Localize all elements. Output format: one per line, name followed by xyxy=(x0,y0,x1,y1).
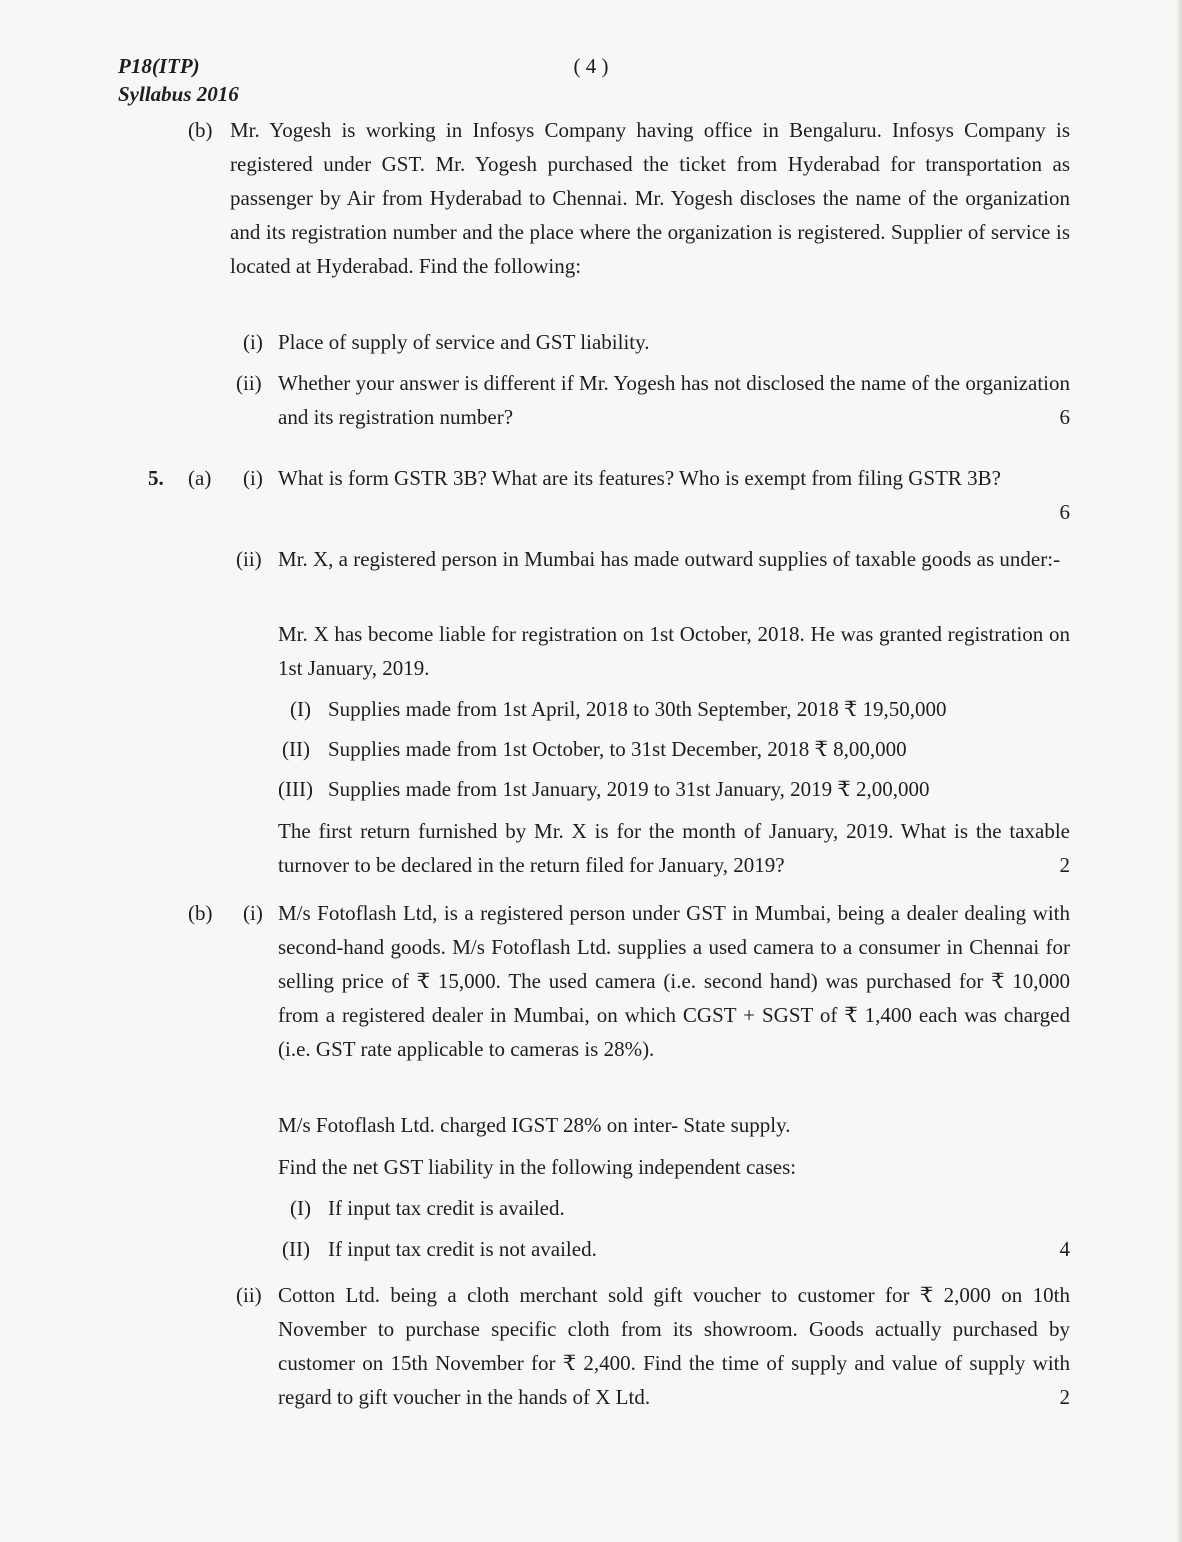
q4b-i-text: Place of supply of service and GST liability. xyxy=(278,330,650,354)
syllabus-label: Syllabus 2016 xyxy=(118,82,239,106)
supply-text-3: Supplies made from 1st January, 2019 to 31st January, 2019 ₹ 2,00,000 xyxy=(328,777,930,801)
q4b-ii-label: (ii) xyxy=(236,371,262,395)
supply-label-1: (I) xyxy=(290,697,311,721)
q5b-i-text3: Find the net GST liability in the following independent cases: xyxy=(278,1155,797,1179)
q5b-ii-marks: 2 xyxy=(1059,1385,1070,1409)
q5a-i-label: (i) xyxy=(243,466,263,490)
q4b-text: Mr. Yogesh is working in Infosys Company having office in Bengaluru. Infosys Company is registered under GST. Mr. Yogesh purchased the ticket from Hyderabad for transportation as passenger by Air from Hyderabad to Chennai. Mr. Yogesh discloses the name of the organization and its registration number and the place where the organization is registered. Supplier of service is located at Hyderabad. Find the following: xyxy=(230,118,1070,278)
q4b-marks: 6 xyxy=(1059,405,1070,429)
q5b-i-text: M/s Fotoflash Ltd, is a registered person under GST in Mumbai, being a dealer dealing with second-hand goods. M/s Fotoflash Ltd. supplies a used camera to a consumer in Chennai for selling price of ₹ 15,000. The used camera (i.e. second hand) was purchased for ₹ 10,000 from a registered dealer in Mumbai, on which CGST + SGST of ₹ 1,400 each was charged (i.e. GST rate applicable to cameras is 28%). xyxy=(278,901,1070,1061)
q5b-label: (b) xyxy=(188,901,213,925)
q5b-i-marks: 4 xyxy=(1059,1237,1070,1261)
case-label-2: (II) xyxy=(282,1237,310,1261)
q5b-i-label: (i) xyxy=(243,901,263,925)
q5a-ii-label: (ii) xyxy=(236,547,262,571)
q5a-label: (a) xyxy=(188,466,212,490)
case-text-2: If input tax credit is not availed. xyxy=(328,1237,597,1261)
supply-text-1: Supplies made from 1st April, 2018 to 30th September, 2018 ₹ 19,50,000 xyxy=(328,697,947,721)
q4b-i-label: (i) xyxy=(243,330,263,354)
q5a-i-text: What is form GSTR 3B? What are its features? Who is exempt from filing GSTR 3B? xyxy=(278,466,1001,490)
q5a-i-marks: 6 xyxy=(1059,500,1070,524)
page-number: ( 4 ) xyxy=(573,54,609,78)
q5-number: 5. xyxy=(148,466,164,490)
q5a-ii-marks: 2 xyxy=(1059,853,1070,877)
q5b-ii-text: Cotton Ltd. being a cloth merchant sold gift voucher to customer for ₹ 2,000 on 10th November to purchase specific cloth from its showroom. Goods actually purchased by customer on 15th November for ₹ 2,400. Find the time of supply and value of supply with regard to gift voucher in the hands of X Ltd. xyxy=(278,1283,1070,1409)
q5a-ii-text: Mr. X, a registered person in Mumbai has made outward supplies of taxable goods as under:- xyxy=(278,547,1061,571)
case-label-1: (I) xyxy=(290,1196,311,1220)
q5b-ii-label: (ii) xyxy=(236,1283,262,1307)
supply-label-3: (III) xyxy=(278,777,313,801)
q5a-ii-text2: Mr. X has become liable for registration on 1st October, 2018. He was granted registration on 1st January, 2019. xyxy=(278,622,1070,680)
q5b-i-text2: M/s Fotoflash Ltd. charged IGST 28% on inter- State supply. xyxy=(278,1113,791,1137)
paper-code: P18(ITP) xyxy=(118,54,200,78)
scan-edge-shadow xyxy=(1176,0,1182,1542)
q5a-ii-question: The first return furnished by Mr. X is for the month of January, 2019. What is the taxable turnover to be declared in the return filed for January, 2019? xyxy=(278,819,1070,877)
supply-label-2: (II) xyxy=(282,737,310,761)
case-text-1: If input tax credit is availed. xyxy=(328,1196,565,1220)
supply-text-2: Supplies made from 1st October, to 31st December, 2018 ₹ 8,00,000 xyxy=(328,737,907,761)
q4b-ii-text: Whether your answer is different if Mr. Yogesh has not disclosed the name of the organization and its registration number? xyxy=(278,371,1070,429)
q4b-label: (b) xyxy=(188,118,213,142)
